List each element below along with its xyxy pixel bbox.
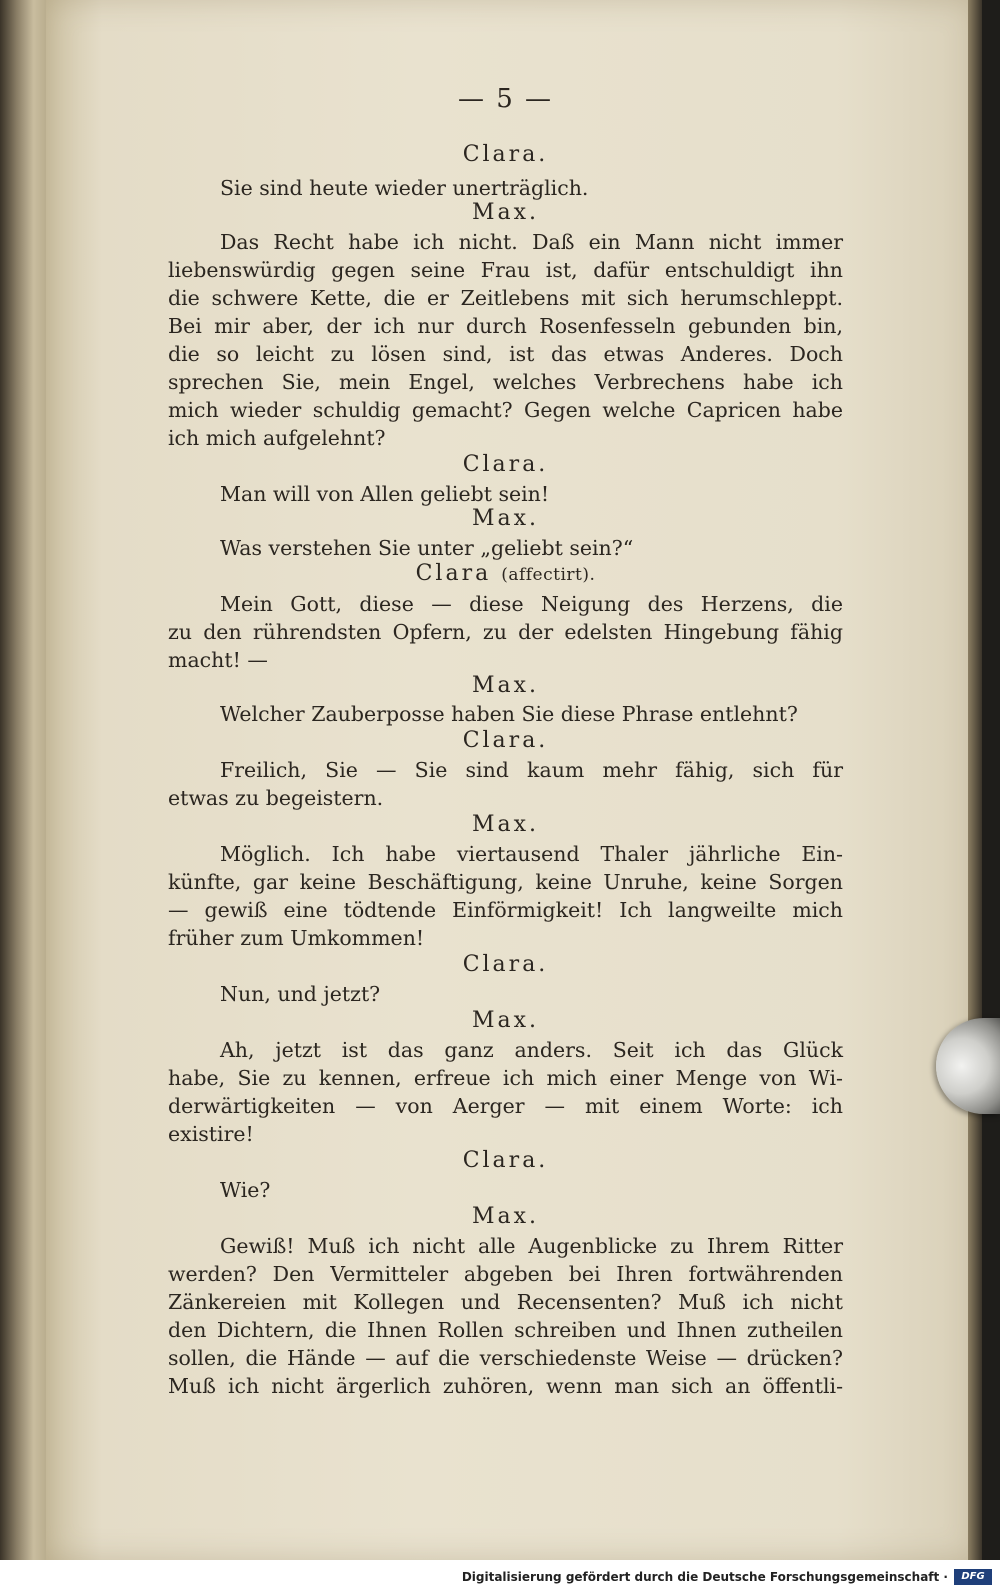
text-line: sollen, die Hände — auf die verschiedenste Weise — drücken?: [168, 1346, 843, 1370]
text-line: sprechen Sie, mein Engel, welches Verbrechens habe ich: [168, 370, 843, 394]
footer-bar: [0, 1560, 1000, 1595]
text-line: Nun, und jetzt?: [220, 982, 381, 1006]
text-line: Sie sind heute wieder unerträglich.: [220, 176, 589, 200]
speaker-name: Clara.: [462, 452, 549, 477]
book-binding: [0, 0, 48, 1560]
text-line: existire!: [168, 1122, 254, 1146]
text-line: werden? Den Vermitteler abgeben bei Ihren fortwährenden: [168, 1262, 843, 1286]
speaker-name: Max.: [471, 1008, 540, 1033]
text-line: Ah, jetzt ist das ganz anders. Seit ich das Glück: [220, 1038, 843, 1062]
text-line: Bei mir aber, der ich nur durch Rosenfesseln gebunden bin,: [168, 314, 843, 338]
text-line: liebenswürdig gegen seine Frau ist, dafür entschuldigt ihn: [168, 258, 843, 282]
text-line: derwärtigkeiten — von Aerger — mit einem Worte: ich: [168, 1094, 843, 1118]
text-line: Möglich. Ich habe viertausend Thaler jährliche Ein-: [220, 842, 843, 866]
text-line: macht! —: [168, 648, 268, 672]
text-line: Freilich, Sie — Sie sind kaum mehr fähig, sich für: [220, 758, 843, 782]
speaker-name: Clara.: [462, 952, 549, 977]
text-line: habe, Sie zu kennen, erfreue ich mich einer Menge von Wi-: [168, 1066, 843, 1090]
text-line: Welcher Zauberposse haben Sie diese Phrase entlehnt?: [220, 702, 798, 726]
text-line: Was verstehen Sie unter „geliebt sein?“: [220, 536, 634, 560]
text-line: Mein Gott, diese — diese Neigung des Herzens, die: [220, 592, 843, 616]
speaker-name: Max.: [471, 673, 540, 698]
speaker-name: Clara.: [462, 142, 549, 167]
text-line: früher zum Umkommen!: [168, 926, 425, 950]
speaker-name: Clara.: [462, 728, 549, 753]
text-line: Zänkereien mit Kollegen und Recensenten? Muß ich nicht: [168, 1290, 843, 1314]
funding-credit: Digitalisierung gefördert durch die Deutsche Forschungsgemeinschaft ·: [461, 1570, 948, 1584]
speaker-name: Max.: [471, 200, 540, 225]
text-line: die so leicht zu lösen sind, ist das etwas Anderes. Doch: [168, 342, 843, 366]
text-line: ich mich aufgelehnt?: [168, 426, 386, 450]
text-line: Wie?: [220, 1178, 271, 1202]
dfg-logo: DFG: [954, 1569, 992, 1585]
text-line: — gewiß eine tödtende Einförmigkeit! Ich langweilte mich: [168, 898, 843, 922]
speaker-name: Max.: [471, 1204, 540, 1229]
text-line: künfte, gar keine Beschäftigung, keine Unruhe, keine Sorgen: [168, 870, 843, 894]
speaker-name: Clara (affectirt).: [415, 561, 596, 586]
stage-direction: (affectirt).: [501, 565, 596, 585]
text-line: mich wieder schuldig gemacht? Gegen welche Capricen habe: [168, 398, 843, 422]
text-line: den Dichtern, die Ihnen Rollen schreiben und Ihnen zutheilen: [168, 1318, 843, 1342]
page-number: — 5 —: [457, 84, 554, 114]
text-line: Muß ich nicht ärgerlich zuhören, wenn man sich an öffentli-: [168, 1374, 843, 1398]
speaker-name: Clara.: [462, 1148, 549, 1173]
speaker-name: Max.: [471, 812, 540, 837]
text-line: Man will von Allen geliebt sein!: [220, 482, 550, 506]
speaker-name: Max.: [471, 506, 540, 531]
text-line: zu den rührendsten Opfern, zu der edelsten Hingebung fähig: [168, 620, 843, 644]
text-line: etwas zu begeistern.: [168, 786, 384, 810]
text-line: die schwere Kette, die er Zeitlebens mit sich herumschleppt.: [168, 286, 843, 310]
text-line: Das Recht habe ich nicht. Daß ein Mann nicht immer: [220, 230, 843, 254]
text-line: Gewiß! Muß ich nicht alle Augenblicke zu Ihrem Ritter: [220, 1234, 843, 1258]
page-edge: [968, 0, 982, 1560]
